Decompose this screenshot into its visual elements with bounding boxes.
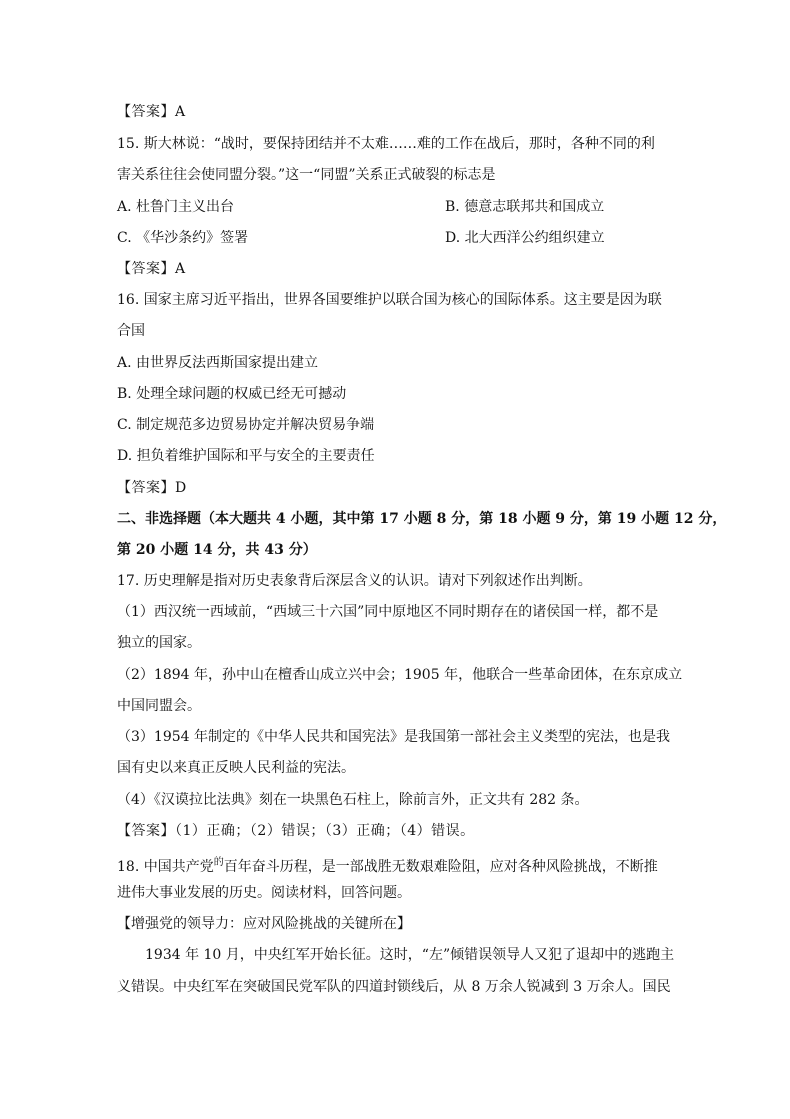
question-17-statement-4: （4）《汉谟拉比法典》刻在一块黑色石柱上，除前言外，正文共有 282 条。 xyxy=(117,792,589,808)
question-18-line-1-end: 百年奋斗历程，是一部战胜无数艰难险阻，应对各种风险挑战，不断推 xyxy=(223,859,658,875)
question-18-line-2: 进伟大事业发展的历史。阅读材料，回答问题。 xyxy=(117,885,411,901)
answer-16: 【答案】D xyxy=(117,480,187,496)
question-17-statement-3a: （3）1954 年制定的《中华人民共和国宪法》是我国第一部社会主义类型的宪法，也是我 xyxy=(117,729,670,745)
question-16-option-a: A. 由世界反法西斯国家提出建立 xyxy=(117,355,319,371)
question-18-line-1 xyxy=(117,853,658,877)
question-16-option-d: D. 担负着维护国际和平与安全的主要责任 xyxy=(117,448,375,464)
question-16-option-b: B. 处理全球问题的权威已经无可撼动 xyxy=(117,386,347,402)
question-18-paragraph-line-1: 1934 年 10 月，中央红军开始长征。这时，“左”倾错误领导人又犯了退却中的逃跑主 xyxy=(117,947,675,963)
question-16-line-2: 合国 xyxy=(117,323,145,339)
question-18-superscript: 的 xyxy=(213,857,224,868)
answer-17: 【答案】（1）正确；（2）错误；（3）正确；（4）错误。 xyxy=(117,823,475,839)
question-17-statement-2b: 中国同盟会。 xyxy=(117,698,201,714)
question-17-statement-2a: （2）1894 年，孙中山在檀香山成立兴中会；1905 年，他联合一些革命团体，在东京成立 xyxy=(117,667,683,683)
question-18-material-heading: 【增强党的领导力：应对风险挑战的关键所在】 xyxy=(117,916,411,932)
question-15-line-2: 害关系往往会使同盟分裂。”这一“同盟”关系正式破裂的标志是 xyxy=(117,167,496,183)
section-2-heading-line-1: 二、非选择题（本大题共 4 小题，其中第 17 小题 8 分，第 18 小题 9 分，第 19 小题 12 分， xyxy=(117,511,727,527)
question-18-paragraph-line-2: 义错误。中央红军在突破国民党军队的四道封锁线后，从 8 万余人锐减到 3 万余人。国民 xyxy=(117,979,671,995)
question-17-statement-1a: （1）西汉统一西域前，“西域三十六国”同中原地区不同时期存在的诸侯国一样，都不是 xyxy=(117,604,659,620)
question-16-option-c: C. 制定规范多边贸易协定并解决贸易争端 xyxy=(117,417,375,433)
question-15-option-c: C. 《华沙条约》签署 xyxy=(117,230,249,246)
question-15-line-1: 15. 斯大林说：“战时，要保持团结并不太难……难的工作在战后，那时，各种不同的利 xyxy=(117,136,655,152)
question-15-option-d: D. 北大西洋公约组织建立 xyxy=(445,230,605,246)
question-15-option-a: A. 杜鲁门主义出台 xyxy=(117,199,235,215)
question-15-option-b: B. 德意志联邦共和国成立 xyxy=(445,199,605,215)
question-16-line-1: 16. 国家主席习近平指出，世界各国要维护以联合国为核心的国际体系。这主要是因为联 xyxy=(117,292,662,308)
answer-14: 【答案】A xyxy=(117,104,186,120)
answer-15: 【答案】A xyxy=(117,261,186,277)
question-17-intro: 17. 历史理解是指对历史表象背后深层含义的认识。请对下列叙述作出判断。 xyxy=(117,573,592,589)
question-17-statement-1b: 独立的国家。 xyxy=(117,635,201,651)
question-17-statement-3b: 国有史以来真正反映人民利益的宪法。 xyxy=(117,760,355,776)
section-2-heading-line-2: 第 20 小题 14 分，共 43 分） xyxy=(117,542,317,558)
question-18-line-1-start: 18. 中国共产党 xyxy=(117,859,214,875)
